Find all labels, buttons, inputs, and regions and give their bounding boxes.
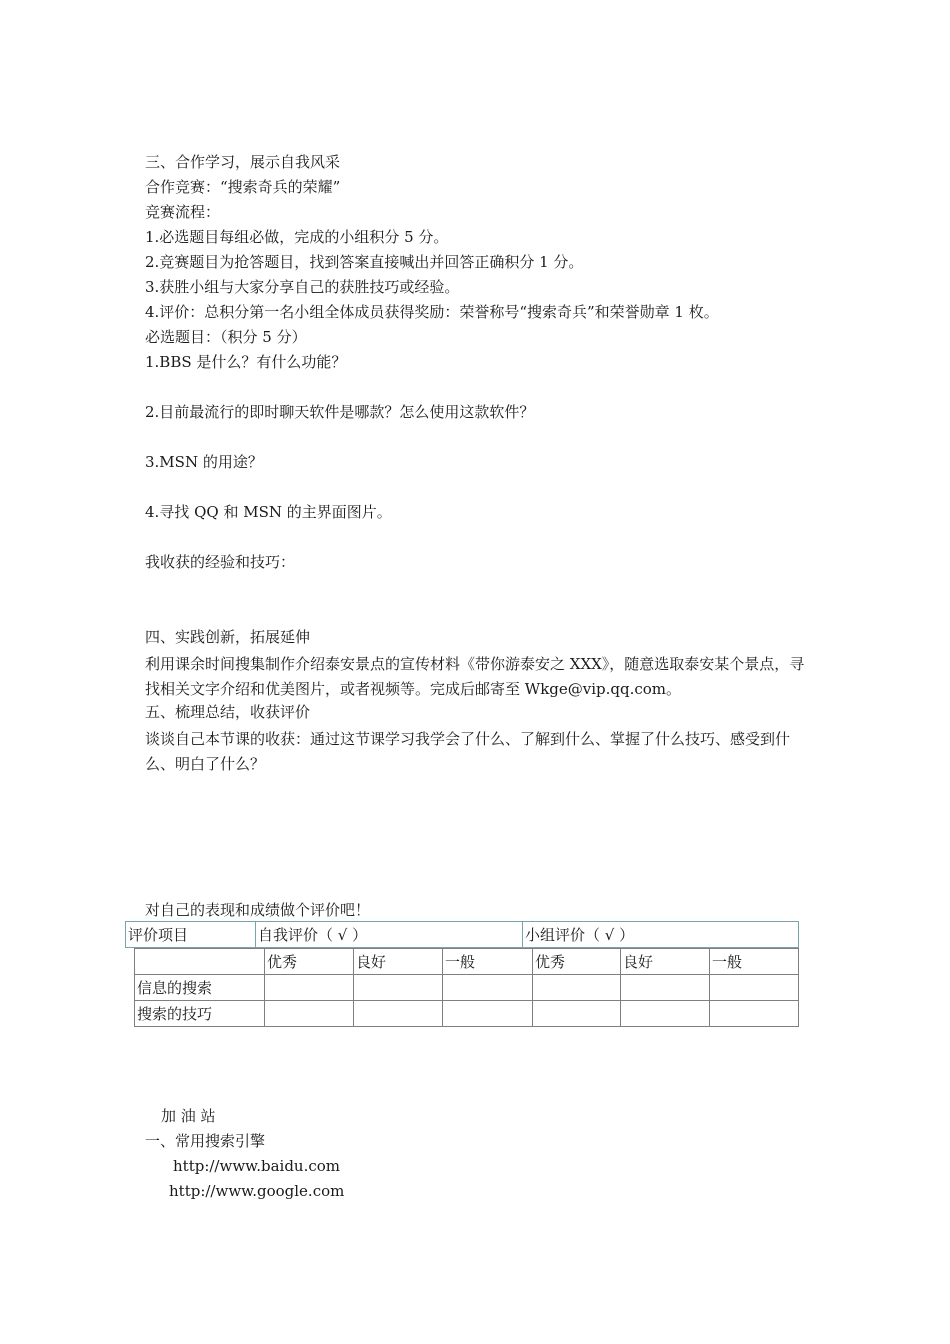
- table-cell[interactable]: [354, 1001, 443, 1027]
- rule-4: 4.评价：总积分第一名小组全体成员获得奖励：荣誉称号“搜索奇兵”和荣誉勋章 1 枚。: [145, 303, 719, 321]
- section-4-title: 四、实践创新，拓展延伸: [145, 628, 311, 646]
- section-3-title: 三、合作学习，展示自我风采: [145, 153, 341, 171]
- row-label-search: 信息的搜索: [135, 975, 265, 1001]
- level-good-group: 良好: [621, 949, 710, 975]
- table-cell[interactable]: [443, 975, 533, 1001]
- level-fair-self: 一般: [443, 949, 533, 975]
- table-cell[interactable]: [533, 1001, 621, 1027]
- evaluation-table-header: [125, 921, 799, 948]
- level-good-self: 良好: [354, 949, 443, 975]
- header-self: 自我评价（ √ ）: [256, 922, 523, 948]
- level-excellent-self: 优秀: [265, 949, 354, 975]
- level-excellent-group: 优秀: [533, 949, 621, 975]
- table-cell[interactable]: [710, 975, 799, 1001]
- question-1: 1.BBS 是什么？有什么功能？: [145, 353, 347, 371]
- section-4-body: 利用课余时间搜集制作介绍泰安景点的宣传材料《带你游泰安之 XXX》，随意选取泰安某个景点，寻找相关文字介绍和优美图片，或者视频等。完成后邮寄至 Wkge@vip.qq.com。: [145, 655, 805, 698]
- required-label: 必选题目：（积分 5 分）: [145, 328, 307, 346]
- table-cell[interactable]: [621, 1001, 710, 1027]
- question-2: 2.目前最流行的即时聊天软件是哪款？怎么使用这款软件？: [145, 403, 535, 421]
- header-group: 小组评价（ √ ）: [523, 922, 799, 948]
- rule-1: 1.必选题目每组必做，完成的小组积分 5 分。: [145, 228, 449, 246]
- table-row: [135, 975, 799, 1001]
- question-3: 3.MSN 的用途？: [145, 453, 263, 471]
- contest-flow-label: 竞赛流程：: [145, 203, 221, 221]
- table-cell[interactable]: [710, 1001, 799, 1027]
- table-cell: [135, 949, 265, 975]
- section-5-title: 五、梳理总结，收获评价: [145, 703, 311, 721]
- section-5-body: 谈谈自己本节课的收获：通过这节课学习我学会了什么、了解到什么、掌握了什么技巧、感受到什么、明白了什么？: [145, 730, 791, 773]
- link-baidu[interactable]: http://www.baidu.com: [173, 1157, 341, 1175]
- gain-label: 我收获的经验和技巧：: [145, 553, 296, 571]
- table-cell[interactable]: [443, 1001, 533, 1027]
- link-google[interactable]: http://www.google.com: [169, 1182, 345, 1200]
- contest-title: 合作竞赛：“搜索奇兵的荣耀”: [145, 178, 341, 196]
- level-fair-group: 一般: [710, 949, 799, 975]
- rule-3: 3.获胜小组与大家分享自己的获胜技巧或经验。: [145, 278, 460, 296]
- table-cell[interactable]: [265, 975, 354, 1001]
- question-4: 4.寻找 QQ 和 MSN 的主界面图片。: [145, 503, 392, 521]
- table-cell[interactable]: [533, 975, 621, 1001]
- row-label-skills: 搜索的技巧: [135, 1001, 265, 1027]
- table-row: [135, 1001, 799, 1027]
- table-cell[interactable]: [354, 975, 443, 1001]
- search-engines-heading: 一、常用搜索引擎: [145, 1132, 266, 1150]
- evaluation-table: [134, 948, 799, 1027]
- table-cell[interactable]: [621, 975, 710, 1001]
- evaluation-intro: 对自己的表现和成绩做个评价吧！: [145, 901, 371, 919]
- table-row: [135, 949, 799, 975]
- rule-2: 2.竞赛题目为抢答题目，找到答案直接喊出并回答正确积分 1 分。: [145, 253, 584, 271]
- table-cell[interactable]: [265, 1001, 354, 1027]
- header-item: 评价项目: [126, 922, 256, 948]
- station-title: 加 油 站: [161, 1107, 216, 1125]
